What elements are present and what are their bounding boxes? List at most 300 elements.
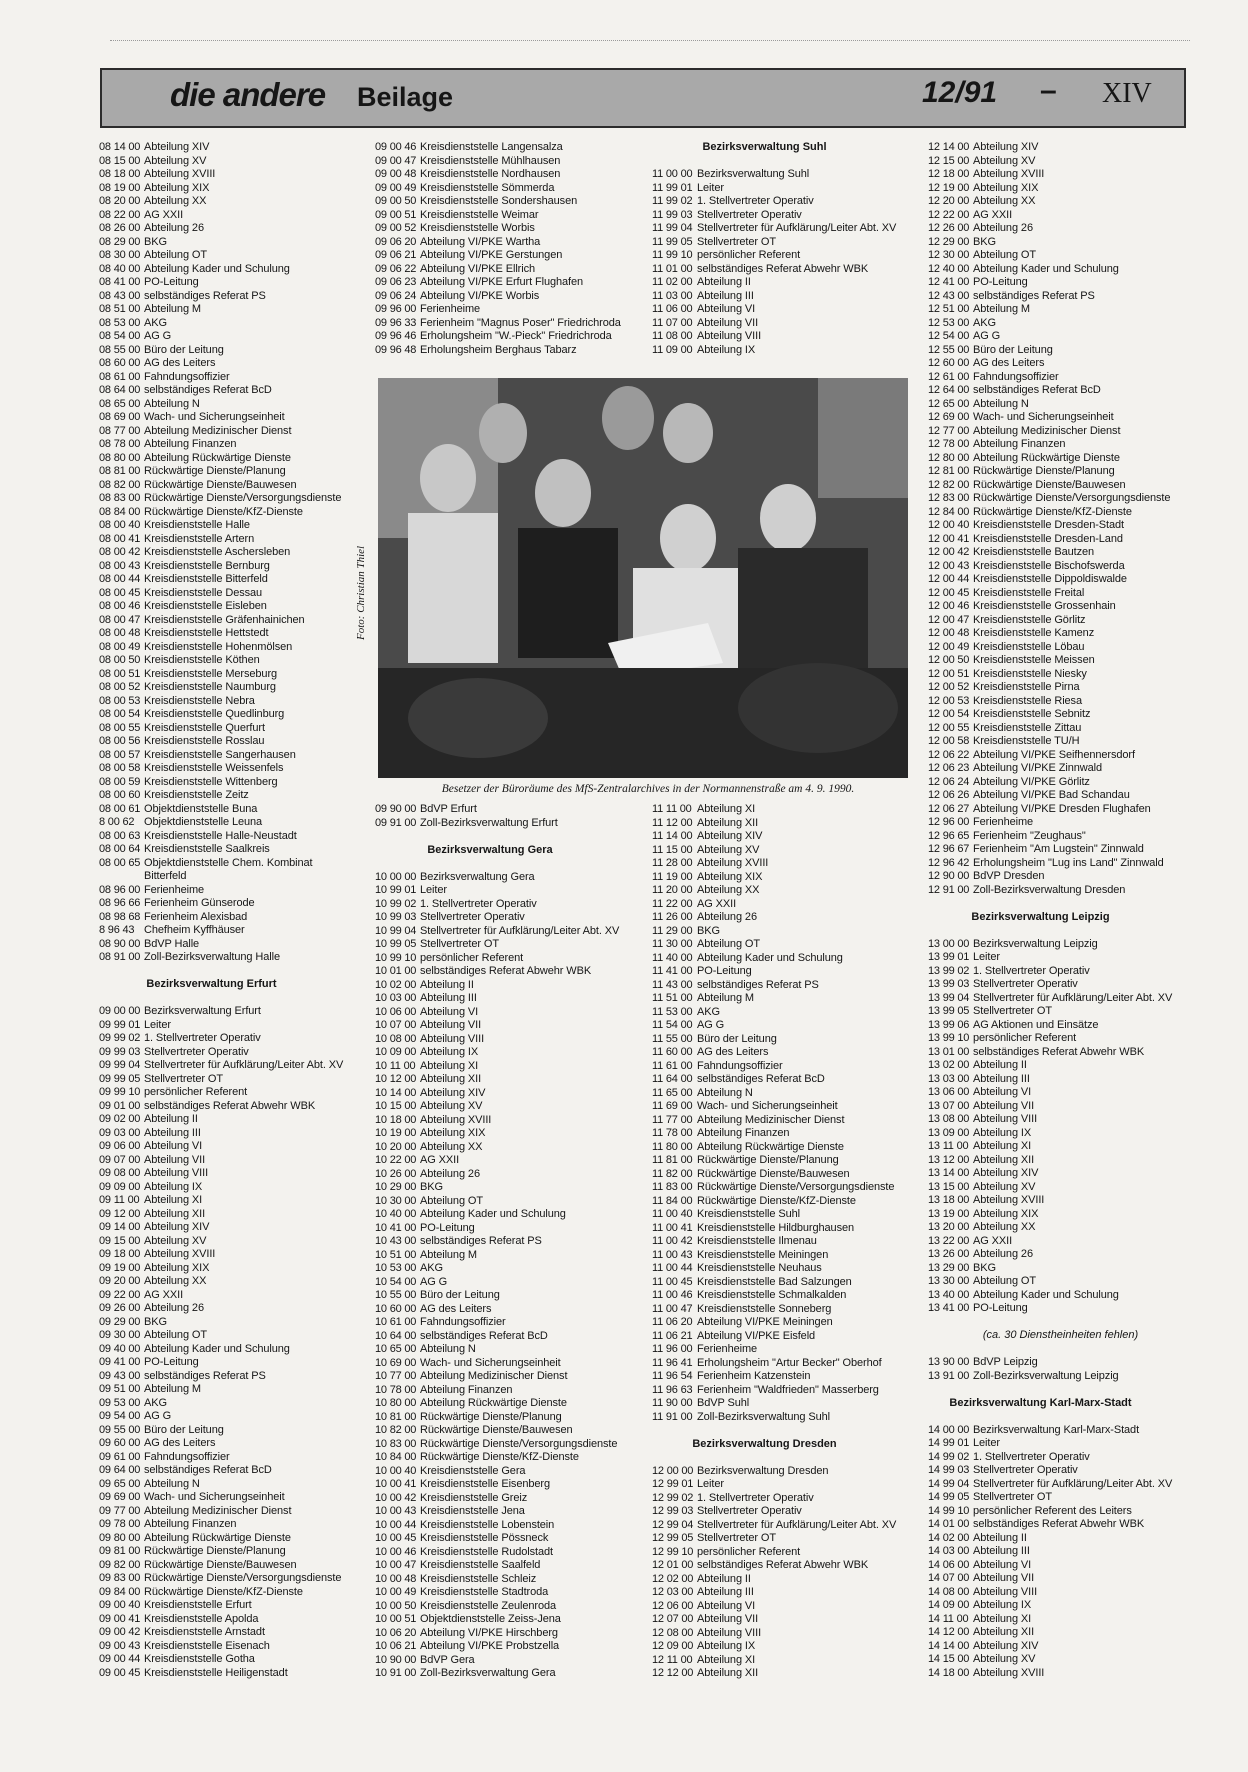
unit-name: Abteilung III <box>973 1072 1030 1085</box>
unit-code: 14 02 00 <box>928 1531 970 1544</box>
unit-name: Kreisdienststelle Dessau <box>144 586 263 599</box>
unit-name: Abteilung VI/PKE Seifhennersdorf <box>973 748 1135 761</box>
unit-name: Kreisdienststelle Langensalza <box>420 141 563 153</box>
directory-entry <box>99 1262 364 1276</box>
unit-name: BKG <box>420 1181 443 1193</box>
directory-entry <box>99 1356 364 1370</box>
spacer <box>375 857 645 871</box>
unit-code: 08 00 55 <box>99 721 141 734</box>
unit-code: 12 11 00 <box>652 1653 693 1666</box>
unit-code: 08 00 57 <box>99 748 141 761</box>
unit-code: 12 18 00 <box>928 168 970 180</box>
directory-entry <box>375 263 645 277</box>
unit-code: 09 61 00 <box>99 1450 141 1463</box>
directory-entry <box>99 1073 364 1087</box>
directory-entry <box>375 1195 645 1209</box>
unit-code: 11 28 00 <box>652 857 693 869</box>
unit-code: 11 11 00 <box>652 803 692 815</box>
unit-name: selbständiges Referat Abwehr WBK <box>697 1559 869 1571</box>
directory-entry <box>928 1181 1193 1195</box>
unit-name: Bezirksverwaltung Karl-Marx-Stadt <box>973 1423 1140 1436</box>
unit-code: 10 99 01 <box>375 884 417 896</box>
unit-name: Abteilung XX <box>973 195 1036 207</box>
directory-entry <box>652 1600 917 1614</box>
unit-code: 12 02 00 <box>652 1572 694 1585</box>
unit-name: Abteilung XV <box>144 1234 207 1247</box>
unit-code: 08 18 00 <box>99 168 141 180</box>
directory-entry <box>99 1626 364 1640</box>
unit-name: selbständiges Referat PS <box>144 289 266 302</box>
unit-code: 11 53 00 <box>652 1005 693 1018</box>
unit-name: Abteilung VIII <box>697 330 762 342</box>
unit-code: 11 19 00 <box>652 870 693 883</box>
unit-name: Abteilung XI <box>144 1194 203 1206</box>
unit-name: Abteilung II <box>973 1059 1027 1071</box>
directory-entry <box>99 263 364 277</box>
unit-name: Kreisdienststelle Eisenach <box>144 1639 270 1652</box>
directory-entry <box>652 330 917 344</box>
directory-entry <box>375 303 645 317</box>
directory-entry <box>928 1194 1193 1208</box>
unit-name: Stellvertreter Operativ <box>420 911 525 923</box>
unit-code: 09 18 00 <box>99 1248 141 1260</box>
unit-name: selbständiges Referat PS <box>420 1235 542 1247</box>
directory-entry <box>99 749 364 763</box>
directory-entry <box>99 492 364 506</box>
unit-name: Abteilung VI/PKE Dresden Flughafen <box>973 802 1151 815</box>
directory-entry <box>928 1019 1193 1033</box>
unit-code: 12 96 00 <box>928 816 970 828</box>
unit-name: Abteilung VI/PKE Erfurt Flughafen <box>420 276 584 288</box>
unit-code: 08 83 00 <box>99 492 141 504</box>
directory-entry <box>652 1397 917 1411</box>
unit-code: 08 61 00 <box>99 370 141 383</box>
directory-entry <box>652 857 917 871</box>
unit-code: 12 19 00 <box>928 181 970 194</box>
unit-name: selbständiges Referat BcD <box>697 1073 825 1085</box>
directory-entry <box>928 384 1193 398</box>
directory-entry <box>928 168 1193 182</box>
unit-name: Kreisdienststelle Eisenberg <box>420 1478 550 1490</box>
directory-entry <box>928 951 1193 965</box>
unit-code: 12 26 00 <box>928 222 970 234</box>
directory-entry <box>928 708 1193 722</box>
directory-entry <box>928 546 1193 560</box>
unit-name: Abteilung Medizinischer Dienst <box>697 1113 845 1126</box>
unit-name: Abteilung II <box>697 1572 751 1585</box>
unit-code: 12 09 00 <box>652 1640 694 1652</box>
unit-name: Abteilung XIV <box>144 1221 210 1233</box>
directory-entry <box>99 951 364 965</box>
unit-name: selbständiges Referat Abwehr WBK <box>144 1099 316 1112</box>
unit-name: Ferienheim Katzenstein <box>697 1370 811 1382</box>
directory-entry <box>99 1383 364 1397</box>
unit-code: 09 14 00 <box>99 1221 141 1233</box>
unit-code: 8 00 62 <box>99 816 135 828</box>
unit-name: Fahndungsoffizier <box>697 1059 783 1072</box>
directory-entry <box>652 1033 917 1047</box>
unit-code: 10 60 00 <box>375 1302 417 1315</box>
unit-code: 14 99 04 <box>928 1477 970 1490</box>
unit-code: 08 78 00 <box>99 438 141 450</box>
unit-name: Abteilung 26 <box>144 1302 204 1314</box>
unit-code: 12 96 42 <box>928 856 970 869</box>
unit-code: 12 30 00 <box>928 249 970 261</box>
unit-code: 10 09 00 <box>375 1046 417 1058</box>
unit-code: 12 00 45 <box>928 586 970 599</box>
unit-code: 12 53 00 <box>928 316 970 329</box>
unit-code: 12 06 00 <box>652 1599 694 1612</box>
directory-entry <box>375 817 645 831</box>
unit-name: Abteilung OT <box>144 1329 208 1341</box>
section-heading: Bezirksverwaltung Leipzig <box>971 910 1110 923</box>
unit-code: 08 53 00 <box>99 316 141 329</box>
photo-caption: Besetzer der Büroräume des MfS-Zentralarchives in der Normannenstraße am 4. 9. 1990. <box>441 783 855 795</box>
directory-entry <box>652 1046 917 1060</box>
unit-code: 11 90 00 <box>652 1397 693 1409</box>
directory-entry <box>928 695 1193 709</box>
directory-entry <box>375 1357 645 1371</box>
unit-name: Abteilung XII <box>697 1667 759 1679</box>
unit-code: 13 22 00 <box>928 1234 970 1247</box>
directory-entry <box>375 236 645 250</box>
unit-code: 08 80 00 <box>99 451 141 464</box>
directory-entry <box>928 492 1193 506</box>
directory-entry <box>652 1478 917 1492</box>
unit-name: Erholungsheim "W.-Pieck" Friedrichroda <box>420 330 612 342</box>
unit-name: persönlicher Referent <box>697 249 801 261</box>
unit-name: Abteilung VI/PKE Eisfeld <box>697 1329 816 1342</box>
unit-name: Wach- und Sicherungseinheit <box>144 411 285 423</box>
column-3 <box>652 141 917 357</box>
unit-name: Abteilung VI <box>973 1558 1032 1571</box>
unit-code: 09 06 20 <box>375 235 417 248</box>
unit-name: Abteilung IX <box>420 1046 479 1058</box>
unit-name: Abteilung M <box>697 992 754 1004</box>
directory-entry <box>652 1168 917 1182</box>
directory-entry <box>99 317 364 331</box>
unit-name: 1. Stellvertreter Operativ <box>420 897 537 910</box>
unit-name: Abteilung M <box>973 303 1030 315</box>
unit-code: 10 55 00 <box>375 1289 417 1301</box>
directory-entry <box>652 1465 917 1479</box>
directory-entry <box>99 276 364 290</box>
directory-entry <box>928 533 1193 547</box>
unit-name: Abteilung Medizinischer Dienst <box>144 424 292 437</box>
unit-name: Kreisdienststelle Arnstadt <box>144 1626 265 1638</box>
unit-code: 14 14 00 <box>928 1639 970 1652</box>
unit-code: 08 00 56 <box>99 735 141 747</box>
unit-code: 12 61 00 <box>928 370 970 383</box>
directory-entry <box>928 452 1193 466</box>
directory-entry <box>928 938 1193 952</box>
unit-name: Kreisdienststelle Merseburg <box>144 667 278 680</box>
unit-code: 09 00 41 <box>99 1612 141 1625</box>
unit-code: 09 09 00 <box>99 1180 141 1193</box>
directory-entry <box>375 1654 645 1668</box>
unit-code: 13 09 00 <box>928 1126 970 1139</box>
unit-name: Stellvertreter OT <box>697 235 776 248</box>
directory-entry <box>99 1046 364 1060</box>
unit-name: Bezirksverwaltung Gera <box>420 870 535 883</box>
unit-code: 09 06 21 <box>375 249 417 261</box>
directory-entry <box>375 1478 645 1492</box>
directory-entry <box>99 1572 364 1586</box>
unit-code: 11 99 01 <box>652 181 693 194</box>
unit-name: Kreisdienststelle Mühlhausen <box>420 154 561 167</box>
unit-name: Abteilung XVIII <box>144 1248 216 1260</box>
unit-code: 09 65 00 <box>99 1477 141 1490</box>
unit-name: Abteilung XV <box>973 154 1036 167</box>
unit-code: 12 69 00 <box>928 411 970 423</box>
unit-code: 12 65 00 <box>928 397 970 410</box>
unit-code: 10 20 00 <box>375 1140 417 1153</box>
unit-name: persönlicher Referent <box>420 951 524 964</box>
unit-code: 08 00 61 <box>99 802 141 815</box>
unit-code: 12 90 00 <box>928 870 970 882</box>
unit-name: Abteilung VIII <box>420 1032 485 1045</box>
directory-entry <box>652 1114 917 1128</box>
directory-entry <box>99 681 364 695</box>
unit-code: 09 26 00 <box>99 1302 141 1314</box>
unit-name: Abteilung OT <box>973 1275 1037 1287</box>
unit-code: 12 77 00 <box>928 424 970 437</box>
unit-code: 11 00 44 <box>652 1262 693 1274</box>
unit-name: Kreisdienststelle Neuhaus <box>697 1262 822 1274</box>
unit-code: 09 81 00 <box>99 1545 141 1557</box>
directory-entry <box>99 843 364 857</box>
unit-name: Abteilung Kader und Schulung <box>144 262 290 275</box>
unit-code: 11 77 00 <box>652 1113 693 1126</box>
directory-entry <box>99 938 364 952</box>
unit-name: selbständiges Referat PS <box>697 978 819 991</box>
unit-code: 12 03 00 <box>652 1586 694 1598</box>
unit-code: 14 00 00 <box>928 1423 970 1436</box>
unit-code: 10 91 00 <box>375 1667 417 1679</box>
directory-entry <box>928 1640 1193 1654</box>
unit-name: Abteilung VI/PKE Zinnwald <box>973 762 1102 774</box>
directory-entry <box>99 1424 364 1438</box>
unit-code: 10 19 00 <box>375 1127 417 1139</box>
unit-name: Abteilung XVIII <box>973 1666 1045 1679</box>
unit-code: 12 55 00 <box>928 343 970 356</box>
unit-name: Ferienheim "Magnus Poser" Friedrichroda <box>420 316 621 329</box>
unit-name: Kreisdienststelle Zeulenroda <box>420 1599 557 1612</box>
unit-name: Bezirksverwaltung Suhl <box>697 168 810 180</box>
directory-entry <box>928 1545 1193 1559</box>
directory-entry <box>99 1451 364 1465</box>
unit-name: Abteilung XVIII <box>697 857 769 869</box>
directory-entry <box>652 830 917 844</box>
unit-name: Stellvertreter Operativ <box>973 1464 1078 1476</box>
unit-code: 09 06 00 <box>99 1140 141 1152</box>
unit-name: AG des Leiters <box>420 1302 492 1315</box>
unit-name: PO-Leitung <box>144 276 199 288</box>
unit-code: 08 00 45 <box>99 586 141 599</box>
directory-entry <box>375 168 645 182</box>
unit-code: 09 00 47 <box>375 154 417 167</box>
directory-entry <box>652 1127 917 1141</box>
directory-entry <box>652 1316 917 1330</box>
directory-entry <box>928 519 1193 533</box>
unit-code: 08 65 00 <box>99 397 141 410</box>
unit-code: 10 06 21 <box>375 1640 417 1652</box>
directory-entry <box>652 249 917 263</box>
directory-entry <box>99 209 364 223</box>
unit-name: Kreisdienststelle Gera <box>420 1464 526 1477</box>
directory-entry <box>928 1451 1193 1465</box>
unit-code: 14 99 02 <box>928 1450 970 1463</box>
unit-code: 09 00 43 <box>99 1639 141 1652</box>
unit-name: Kreisdienststelle Dresden-Stadt <box>973 519 1124 531</box>
directory-entry <box>652 1303 917 1317</box>
directory-entry <box>375 1438 645 1452</box>
spacer <box>928 1343 1193 1357</box>
directory-entry <box>99 1505 364 1519</box>
directory-entry <box>375 1154 645 1168</box>
unit-name: Abteilung XII <box>973 1626 1035 1638</box>
directory-entry <box>652 1262 917 1276</box>
unit-name: PO-Leitung <box>973 1302 1028 1314</box>
unit-name: AG XXII <box>973 1234 1013 1247</box>
unit-code: 10 22 00 <box>375 1154 417 1166</box>
directory-entry <box>652 236 917 250</box>
unit-name: PO-Leitung <box>697 965 752 977</box>
unit-name: Abteilung N <box>973 397 1029 410</box>
unit-code: 09 19 00 <box>99 1261 141 1274</box>
directory-entry <box>928 1059 1193 1073</box>
unit-name: Abteilung VI/PKE Görlitz <box>973 775 1090 788</box>
unit-code: 08 15 00 <box>99 154 141 167</box>
directory-entry <box>375 1573 645 1587</box>
directory-entry <box>652 276 917 290</box>
unit-name: Abteilung II <box>973 1531 1027 1544</box>
unit-code: 09 96 46 <box>375 330 417 342</box>
unit-name: Abteilung XIX <box>420 1127 486 1139</box>
unit-name: Abteilung VI/PKE Ellrich <box>420 262 535 275</box>
directory-entry <box>99 195 364 209</box>
unit-name: Chefheim Kyffhäuser <box>144 924 245 936</box>
directory-entry <box>99 519 364 533</box>
unit-name: Abteilung XX <box>973 1221 1036 1233</box>
unit-code: 10 26 00 <box>375 1167 417 1180</box>
directory-entry <box>928 1235 1193 1249</box>
unit-code: 12 00 50 <box>928 654 970 666</box>
directory-entry <box>928 465 1193 479</box>
unit-code: 13 15 00 <box>928 1180 970 1193</box>
unit-code: 12 08 00 <box>652 1626 694 1639</box>
directory-entry <box>928 506 1193 520</box>
unit-name: Kreisdienststelle Nebra <box>144 694 255 707</box>
unit-code: 08 54 00 <box>99 330 141 342</box>
unit-code: 09 55 00 <box>99 1423 141 1436</box>
unit-name: Stellvertreter für Aufklärung/Leiter Abt. XV <box>973 1477 1173 1490</box>
column-1 <box>99 141 364 1680</box>
unit-code: 12 00 42 <box>928 546 970 558</box>
directory-entry <box>928 1167 1193 1181</box>
directory-entry <box>928 276 1193 290</box>
spacer <box>99 965 364 979</box>
unit-code: 09 15 00 <box>99 1234 141 1247</box>
unit-name: Kreisdienststelle Meiningen <box>697 1248 829 1261</box>
unit-name: Abteilung VI <box>697 1599 756 1612</box>
unit-code: 10 84 00 <box>375 1451 417 1463</box>
unit-code: 08 00 65 <box>99 856 141 869</box>
directory-entry <box>928 438 1193 452</box>
unit-code: 10 43 00 <box>375 1235 417 1247</box>
unit-code: 13 01 00 <box>928 1045 970 1058</box>
unit-name: Erholungsheim "Lug ins Land" Zinnwald <box>973 856 1164 869</box>
directory-entry <box>375 1006 645 1020</box>
directory-entry <box>652 1235 917 1249</box>
unit-code: 11 06 21 <box>652 1329 693 1342</box>
unit-code: 08 43 00 <box>99 289 141 302</box>
unit-name: Abteilung VI/PKE Worbis <box>420 289 540 302</box>
directory-entry <box>928 965 1193 979</box>
unit-code: 09 90 00 <box>375 803 417 815</box>
unit-code: 13 99 05 <box>928 1005 970 1017</box>
directory-entry <box>928 735 1193 749</box>
unit-name: Abteilung N <box>420 1343 476 1355</box>
unit-code: 11 00 43 <box>652 1248 693 1261</box>
directory-entry <box>375 884 645 898</box>
unit-name: Abteilung XIX <box>973 181 1039 194</box>
directory-entry <box>652 965 917 979</box>
unit-code: 08 81 00 <box>99 465 141 477</box>
unit-code: 10 02 00 <box>375 978 417 991</box>
unit-code: 09 00 45 <box>99 1666 141 1679</box>
unit-code: 12 64 00 <box>928 384 970 396</box>
directory-entry <box>375 290 645 304</box>
unit-code: 12 83 00 <box>928 492 970 504</box>
unit-code: 14 09 00 <box>928 1599 970 1611</box>
unit-code: 13 26 00 <box>928 1248 970 1260</box>
unit-name: Ferienheim Günserode <box>144 897 255 909</box>
unit-code: 09 43 00 <box>99 1369 141 1382</box>
unit-code: 10 15 00 <box>375 1100 417 1112</box>
unit-code: 13 12 00 <box>928 1153 970 1166</box>
unit-name: Kreisdienststelle Apolda <box>144 1612 259 1625</box>
unit-name: AKG <box>144 316 167 329</box>
unit-code: 10 00 43 <box>375 1505 417 1517</box>
unit-name: Bitterfeld <box>144 870 187 882</box>
unit-name: Leiter <box>697 181 724 194</box>
unit-name: selbständiges Referat Abwehr WBK <box>973 1518 1145 1530</box>
directory-entry <box>652 263 917 277</box>
unit-name: Rückwärtige Dienste/Planung <box>144 1545 286 1557</box>
unit-name: Fahndungsoffizier <box>973 370 1059 383</box>
section-heading: Bezirksverwaltung Erfurt <box>146 978 277 990</box>
directory-entry <box>928 236 1193 250</box>
unit-name: AG Aktionen und Einsätze <box>973 1018 1099 1031</box>
unit-code: 11 00 47 <box>652 1302 693 1315</box>
directory-entry <box>652 303 917 317</box>
unit-code: 12 81 00 <box>928 465 970 477</box>
unit-code: 13 14 00 <box>928 1167 970 1179</box>
unit-name: Fahndungsoffizier <box>144 1450 230 1463</box>
unit-name: AG des Leiters <box>144 357 216 369</box>
unit-name: Stellvertreter für Aufklärung/Leiter Abt. XV <box>420 924 620 937</box>
spacer <box>652 1424 917 1438</box>
directory-entry <box>99 1086 364 1100</box>
unit-code: 08 69 00 <box>99 411 141 423</box>
unit-code: 10 00 00 <box>375 870 417 883</box>
directory-entry <box>99 371 364 385</box>
unit-code: 10 11 00 <box>375 1059 416 1072</box>
directory-entry <box>99 303 364 317</box>
unit-code: 08 55 00 <box>99 343 141 356</box>
unit-name: Abteilung Finanzen <box>144 438 237 450</box>
